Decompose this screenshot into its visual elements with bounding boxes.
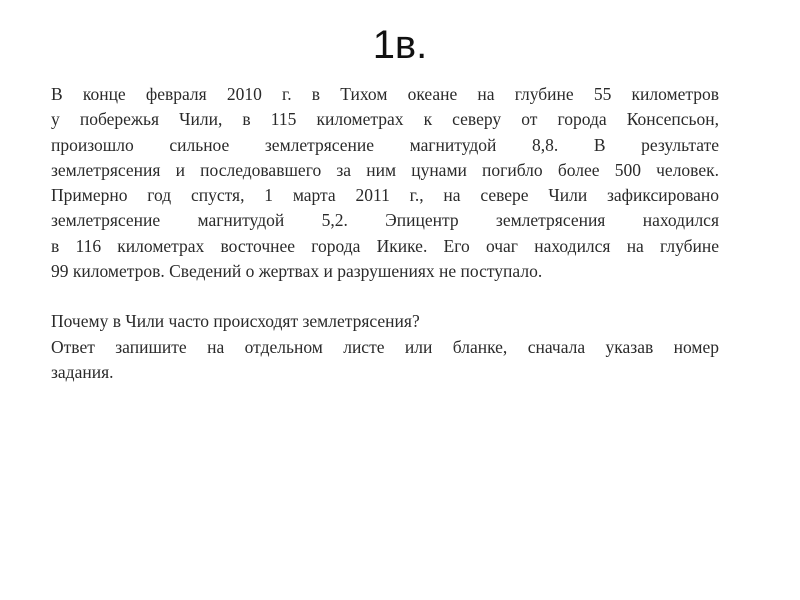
question-text: Почему в Чили часто происходят землетрясения?: [51, 311, 420, 332]
context-paragraph: [51, 82, 719, 284]
paragraph-line: землетрясение магнитудой 5,2. Эпицентр землетрясения находился: [51, 210, 719, 231]
slide-title: 1в.: [372, 23, 428, 67]
paragraph-line: землетрясения и последовавшего за ним цунами погибло более 500 человек.: [51, 159, 719, 180]
paragraph-line: у побережья Чили, в 115 километрах к северу от города Консепсьон,: [51, 109, 719, 130]
paragraph-line: В конце февраля 2010 г. в Тихом океане на глубине 55 километров: [51, 84, 719, 104]
task-text: [51, 82, 719, 385]
instruction-line: задания.: [51, 361, 114, 382]
question-block: [51, 309, 719, 385]
paragraph-line: Примерно год спустя, 1 марта 2011 г., на севере Чили зафиксировано: [51, 185, 719, 206]
paragraph-line: произошло сильное землетрясение магнитудой 8,8. В результате: [51, 134, 719, 155]
instruction-line: Ответ запишите на отдельном листе или бланке, сначала указав номер: [51, 336, 719, 357]
paragraph-line: 99 километров. Сведений о жертвах и разрушениях не поступало.: [51, 261, 543, 282]
paragraph-line: в 116 километрах восточнее города Икике. Его очаг находился на глубине: [51, 235, 719, 256]
